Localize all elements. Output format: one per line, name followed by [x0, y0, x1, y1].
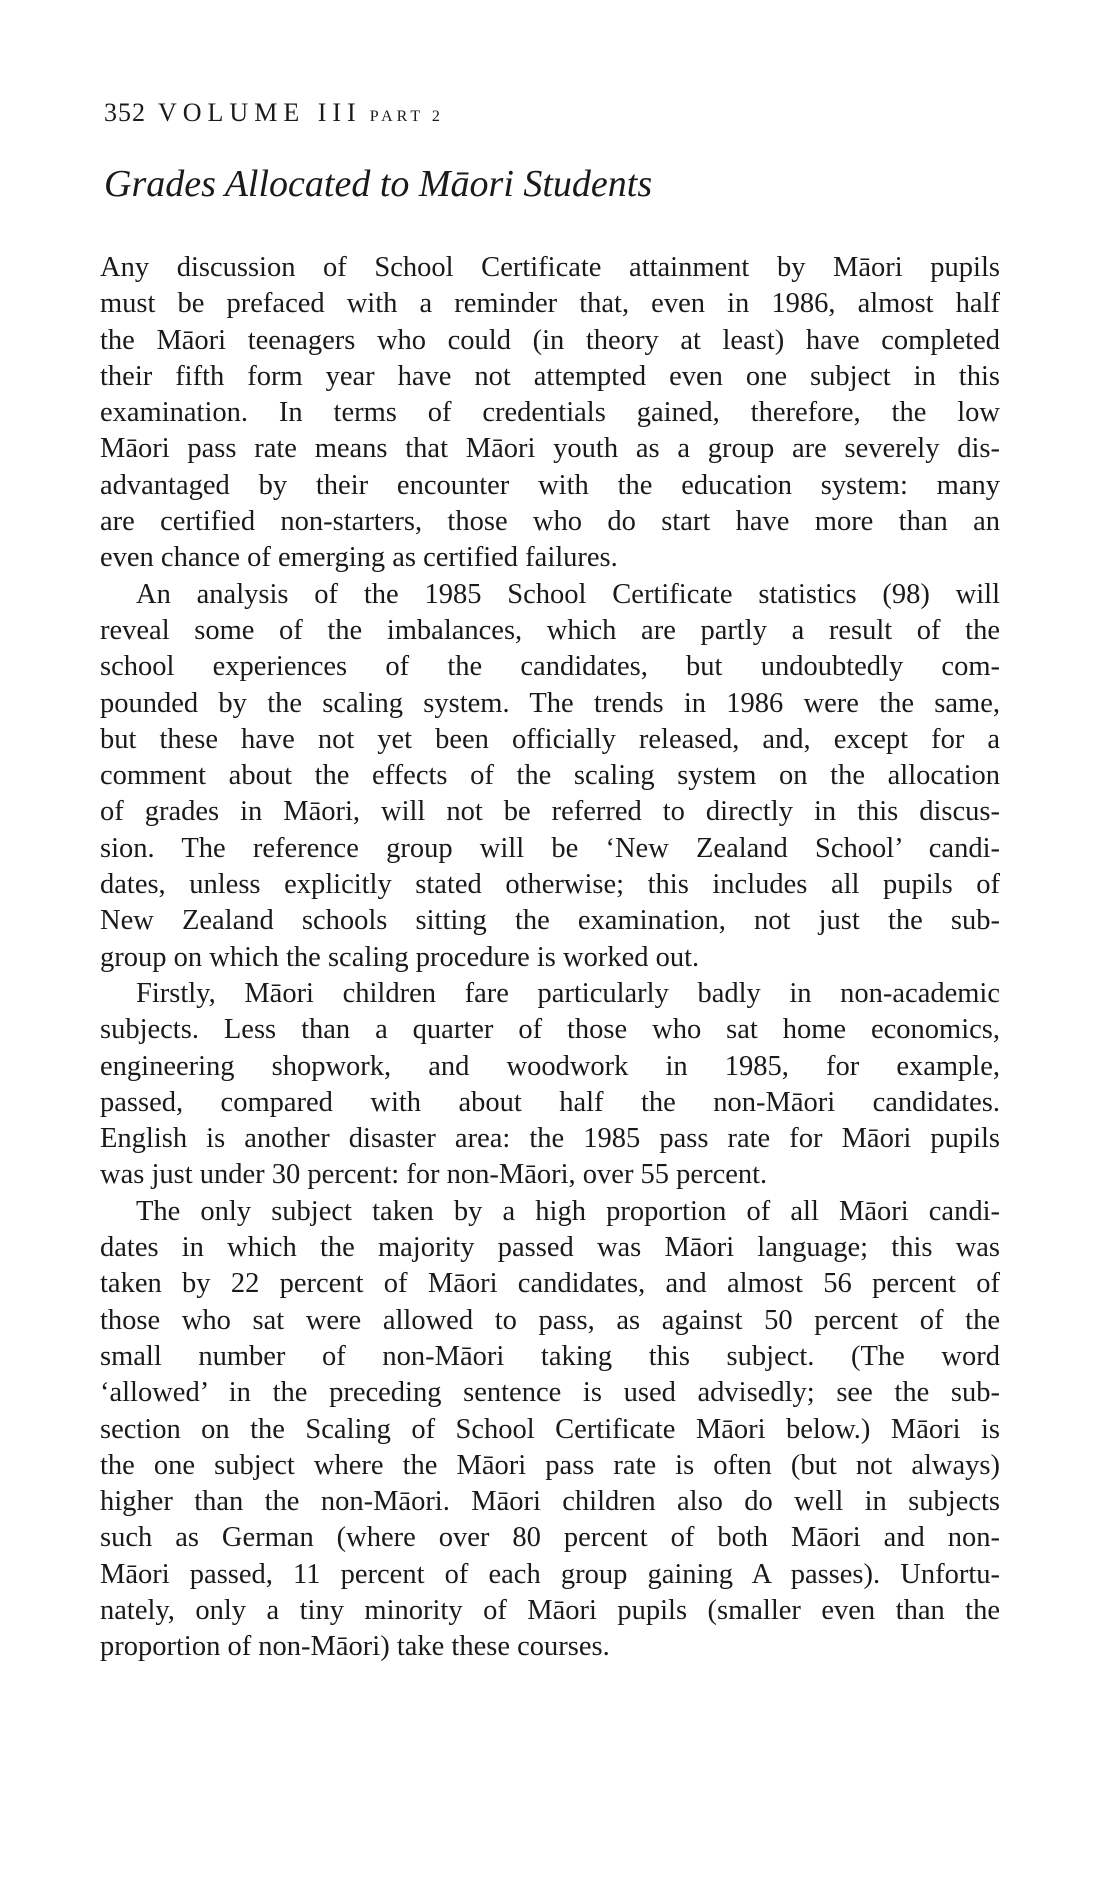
- body-text: [100, 250, 1000, 1666]
- text-line: Any discussion of School Certificate attainment by Māori pupils: [100, 252, 1000, 283]
- text-line: dates, unless explicitly stated otherwise; this includes all pupils of: [100, 869, 1000, 901]
- text-line: pounded by the scaling system. The trends in 1986 were the same,: [100, 687, 1000, 719]
- text-line: school experiences of the candidates, but undoubtedly com-: [100, 651, 1000, 683]
- text-line: small number of non-Māori taking this subject. (The word: [100, 1340, 1000, 1372]
- text-line: higher than the non-Māori. Māori children also do well in subjects: [100, 1486, 1000, 1518]
- part-label: PART 2: [369, 108, 444, 125]
- text-line: of grades in Māori, will not be referred to directly in this discus-: [100, 796, 1000, 828]
- text-line: subjects. Less than a quarter of those who sat home economics,: [100, 1014, 1000, 1046]
- text-line: examination. In terms of credentials gained, therefore, the low: [100, 397, 1000, 429]
- text-line: dates in which the majority passed was Māori language; this was: [100, 1232, 1000, 1264]
- text-line: but these have not yet been officially released, and, except for a: [100, 723, 1000, 755]
- page-number: 352: [104, 98, 146, 127]
- text-line: reveal some of the imbalances, which are partly a result of the: [100, 614, 1000, 646]
- text-line: section on the Scaling of School Certificate Māori below.) Māori is: [100, 1413, 1000, 1445]
- text-line: advantaged by their encounter with the education system: many: [100, 469, 1000, 501]
- text-line: nately, only a tiny minority of Māori pupils (smaller even than the: [100, 1594, 1000, 1626]
- text-line: proportion of non-Māori) take these courses.: [100, 1631, 610, 1663]
- paragraph: [100, 976, 1000, 1194]
- volume-label: VOLUME III: [158, 98, 362, 127]
- text-line: comment about the effects of the scaling system on the allocation: [100, 760, 1000, 792]
- text-line: the Māori teenagers who could (in theory at least) have completed: [100, 324, 1000, 356]
- text-line: Māori pass rate means that Māori youth as a group are severely dis-: [100, 433, 1000, 465]
- text-line: their fifth form year have not attempted even one subject in this: [100, 360, 1000, 392]
- text-line: taken by 22 percent of Māori candidates, and almost 56 percent of: [100, 1268, 1000, 1300]
- text-line: The only subject taken by a high proportion of all Māori candi-: [136, 1195, 1000, 1227]
- paragraph: [100, 1194, 1000, 1666]
- text-line: was just under 30 percent: for non-Māori, over 55 percent.: [100, 1159, 768, 1191]
- paragraph: [100, 577, 1000, 976]
- text-line: group on which the scaling procedure is worked out.: [100, 941, 700, 973]
- text-line: must be prefaced with a reminder that, even in 1986, almost half: [100, 288, 1000, 320]
- text-line: engineering shopwork, and woodwork in 1985, for example,: [100, 1050, 1000, 1082]
- text-line: even chance of emerging as certified failures.: [100, 542, 618, 574]
- text-line: An analysis of the 1985 School Certificate statistics (98) will: [136, 578, 1000, 610]
- text-line: such as German (where over 80 percent of both Māori and non-: [100, 1522, 1000, 1554]
- text-line: the one subject where the Māori pass rate is often (but not always): [100, 1449, 1000, 1481]
- text-line: are certified non-starters, those who do start have more than an: [100, 506, 1000, 538]
- section-title: Grades Allocated to Māori Students: [104, 163, 653, 205]
- text-line: passed, compared with about half the non-Māori candidates.: [100, 1086, 1000, 1118]
- text-line: sion. The reference group will be ‘New Zealand School’ candi-: [100, 832, 1000, 864]
- text-line: Firstly, Māori children fare particularly badly in non-academic: [136, 977, 1000, 1009]
- text-line: New Zealand schools sitting the examination, not just the sub-: [100, 905, 1000, 937]
- text-line: English is another disaster area: the 1985 pass rate for Māori pupils: [100, 1123, 1000, 1155]
- text-line: ‘allowed’ in the preceding sentence is used advisedly; see the sub-: [100, 1377, 1000, 1409]
- text-line: Māori passed, 11 percent of each group gaining A passes). Unfortu-: [100, 1558, 1000, 1590]
- text-line: those who sat were allowed to pass, as against 50 percent of the: [100, 1304, 1000, 1336]
- paragraph: [100, 250, 1000, 577]
- running-head: [104, 96, 444, 134]
